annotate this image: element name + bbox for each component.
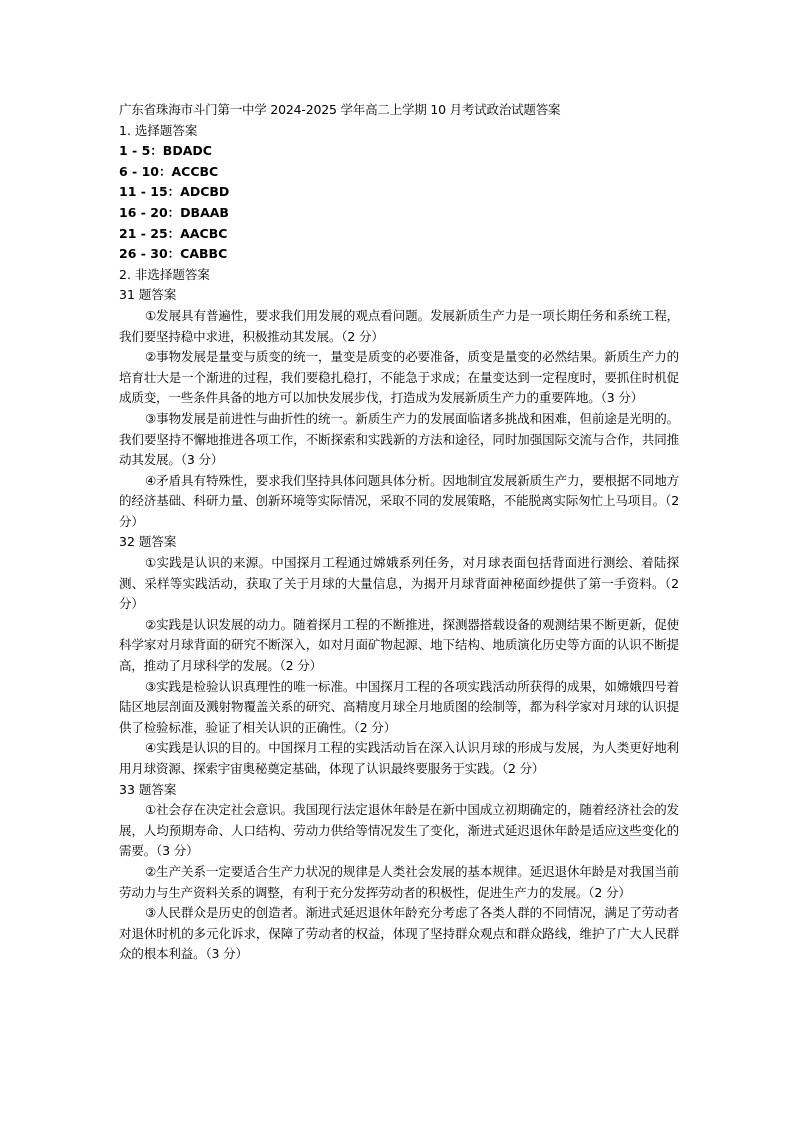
- answer-paragraph: ④实践是认识的目的。中国探月工程的实践活动旨在深入认识月球的形成与发展，为人类更好地利用月球资源、探索宇宙奥秘奠定基础，体现了认识最终要服务于实践。（2 分）: [119, 740, 679, 776]
- question-33-block: [119, 780, 679, 965]
- question-heading: 32 题答案: [119, 534, 177, 550]
- answer-paragraph: ③实践是检验认识真理性的唯一标准。中国探月工程的各项实践活动所获得的成果，如嫦娥四号着陆区地层剖面及溅射物覆盖关系的研究、高精度月球全月地质图的绘制等，都为科学家对月球的认识提供了检验标准，验证了相关认识的正确性。（2 分）: [119, 678, 679, 735]
- section-heading-nonchoice: 2. 非选择题答案: [119, 266, 210, 282]
- choice-answer-row: 21 - 25：AACBC: [119, 225, 228, 241]
- answer-paragraph: ④矛盾具有特殊性，要求我们坚持具体问题具体分析。因地制宜发展新质生产力，要根据不同地方的经济基础、科研力量、创新环境等实际情况，采取不同的发展策略，不能脱离实际匆忙上马项目。（2 分）: [119, 472, 679, 529]
- answer-paragraph: ①发展具有普遍性，要求我们用发展的观点看问题。发展新质生产力是一项长期任务和系统工程，我们要坚持稳中求进，积极推动其发展。（2 分）: [119, 307, 679, 344]
- answer-paragraph: ③事物发展是前进性与曲折性的统一。新质生产力的发展面临诸多挑战和困难，但前途是光明的。我们要坚持不懈地推进各项工作，不断探索和实践新的方法和途径，同时加强国际交流与合作，共同推动其发展。（3 分）: [119, 410, 679, 468]
- choice-answer-row: 26 - 30：CABBC: [119, 246, 228, 262]
- answer-document: [119, 100, 679, 965]
- answer-paragraph: ②实践是认识发展的动力。随着探月工程的不断推进，探测器搭载设备的观测结果不断更新，促使科学家对月球背面的研究不断深入，如对月面矿物起源、地下结构、地质演化历史等方面的认识不断提高，推动了月球科学的发展。（2 分）: [119, 616, 679, 674]
- question-heading: 31 题答案: [119, 287, 177, 303]
- choice-answer-row: 6 - 10：ACCBC: [119, 163, 219, 179]
- question-31-block: [119, 285, 679, 532]
- answer-paragraph: ②生产关系一定要适合生产力状况的规律是人类社会发展的基本规律。延迟退休年龄是对我国当前劳动力与生产资料关系的调整，有利于充分发挥劳动者的积极性，促进生产力的发展。（2 分）: [119, 863, 679, 900]
- choice-answer-row: 1 - 5：BDADC: [119, 143, 212, 159]
- section-heading-choice: 1. 选择题答案: [119, 122, 198, 138]
- choice-answer-row: 16 - 20：DBAAB: [119, 204, 229, 220]
- answer-paragraph: ③人民群众是历史的创造者。渐进式延迟退休年龄充分考虑了各类人群的不同情况，满足了劳动者对退休时机的多元化诉求，保障了劳动者的权益，体现了坚持群众观点和群众路线，维护了广大人民群众的根本利益。（3 分）: [119, 905, 679, 962]
- answer-paragraph: ②事物发展是量变与质变的统一，量变是质变的必要准备，质变是量变的必然结果。新质生产力的培育壮大是一个渐进的过程，我们要稳扎稳打，不能急于求成；在量变达到一定程度时，要抓住时机促成质变，一些条件具备的地方可以加快发展步伐，打造成为发展新质生产力的重要阵地。（3 分）: [119, 349, 679, 406]
- answer-paragraph: ①社会存在决定社会意识。我国现行法定退休年龄是在新中国成立初期确定的，随着经济社会的发展，人均预期寿命、人口结构、劳动力供给等情况发生了变化，渐进式延迟退休年龄是适应这些变化的需要。（3 分）: [119, 802, 679, 859]
- choice-answers-list: [119, 141, 679, 265]
- question-32-block: [119, 532, 679, 779]
- question-heading: 33 题答案: [119, 781, 177, 797]
- choice-answer-row: 11 - 15：ADCBD: [119, 184, 230, 200]
- answer-paragraph: ①实践是认识的来源。中国探月工程通过嫦娥系列任务，对月球表面包括背面进行测绘、着陆探测、采样等实践活动，获取了关于月球的大量信息，为揭开月球背面神秘面纱提供了第一手资料。（2 分）: [119, 555, 679, 612]
- document-title: 广东省珠海市斗门第一中学 2024-2025 学年高二上学期 10 月考试政治试题答案: [119, 102, 561, 117]
